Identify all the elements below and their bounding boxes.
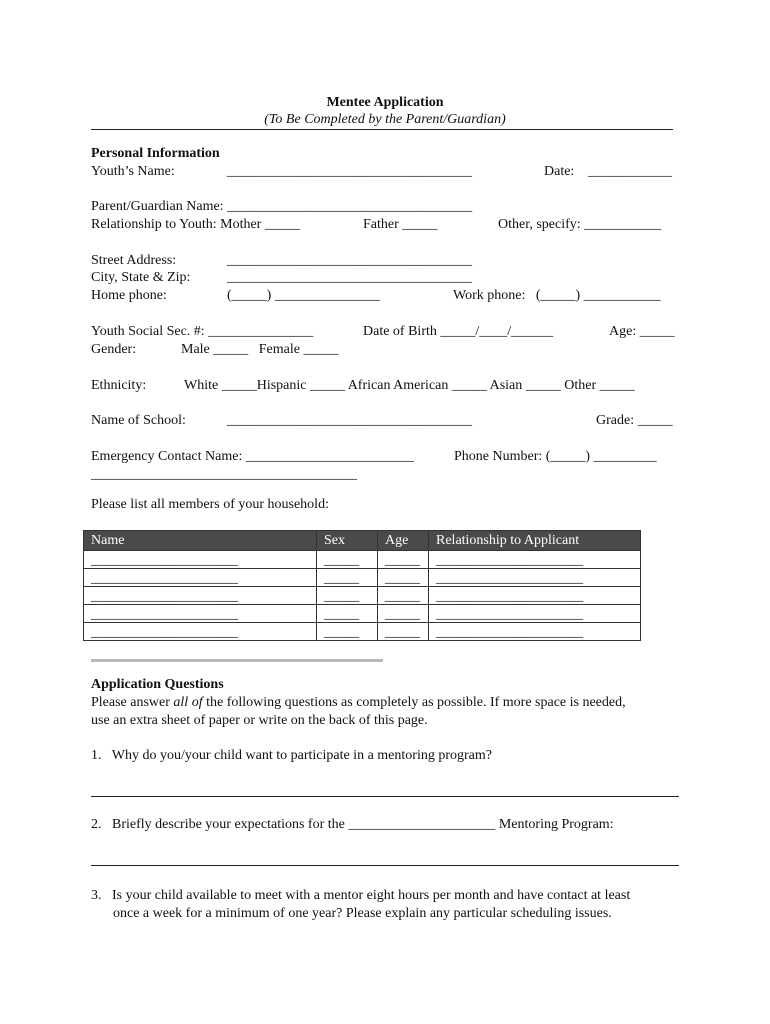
member-relationship-cell[interactable]: _____________________ [429, 623, 641, 641]
age-field[interactable]: Age: _____ [609, 324, 675, 339]
ethnicity-label: Ethnicity: [91, 378, 147, 393]
member-age-cell[interactable]: _____ [378, 551, 429, 569]
form-title: Mentee Application [326, 95, 444, 110]
home-phone-label: Home phone: [91, 288, 167, 303]
section-divider [91, 659, 383, 662]
work-phone-field[interactable]: Work phone: (_____) ___________ [453, 288, 661, 303]
form-subtitle: (To Be Completed by the Parent/Guardian) [264, 112, 506, 127]
table-row [84, 587, 641, 605]
column-header-name: Name [84, 531, 317, 551]
city-state-zip-field[interactable]: ___________________________________ [227, 270, 472, 285]
question-3-line2: once a week for a minimum of one year? Please explain any particular scheduling issues. [113, 906, 612, 921]
member-name-cell[interactable]: _____________________ [84, 605, 317, 623]
street-address-field[interactable]: ___________________________________ [227, 253, 472, 268]
answer-line-1[interactable] [91, 796, 679, 797]
school-label: Name of School: [91, 413, 186, 428]
household-table [83, 530, 641, 641]
intro-text-end: the following questions as completely as possible. If more space is needed, [202, 695, 626, 710]
emergency-contact-continuation[interactable]: ______________________________________ [91, 467, 357, 482]
member-sex-cell[interactable]: _____ [317, 623, 378, 641]
member-age-cell[interactable]: _____ [378, 623, 429, 641]
member-relationship-cell[interactable]: _____________________ [429, 551, 641, 569]
member-sex-cell[interactable]: _____ [317, 551, 378, 569]
gender-options[interactable]: Male _____ Female _____ [181, 342, 339, 357]
question-2: 2. Briefly describe your expectations for the _____________________ Mentoring Program: [91, 817, 614, 832]
relationship-mother-field[interactable]: Relationship to Youth: Mother _____ [91, 217, 300, 232]
home-phone-field[interactable]: (_____) _______________ [227, 288, 380, 303]
intro-text-start: Please answer [91, 695, 174, 710]
date-of-birth-field[interactable]: Date of Birth _____/____/______ [363, 324, 554, 339]
table-row [84, 551, 641, 569]
household-prompt: Please list all members of your household: [91, 497, 329, 512]
questions-intro-line1 [91, 694, 626, 711]
ssn-field[interactable]: Youth Social Sec. #: _______________ [91, 324, 314, 339]
relationship-other-field[interactable]: Other, specify: ___________ [498, 217, 662, 232]
emergency-phone-field[interactable]: Phone Number: (_____) _________ [454, 449, 657, 464]
table-row [84, 623, 641, 641]
table-row [84, 605, 641, 623]
member-name-cell[interactable]: _____________________ [84, 587, 317, 605]
question-1: 1. Why do you/your child want to participate in a mentoring program? [91, 748, 492, 763]
member-age-cell[interactable]: _____ [378, 605, 429, 623]
member-name-cell[interactable]: _____________________ [84, 569, 317, 587]
member-sex-cell[interactable]: _____ [317, 587, 378, 605]
intro-emphasis: all of [173, 695, 203, 710]
member-name-cell[interactable]: _____________________ [84, 623, 317, 641]
date-label: Date: [544, 164, 575, 179]
column-header-age: Age [378, 531, 429, 551]
parent-name-field[interactable]: Parent/Guardian Name: ___________________________________ [91, 199, 473, 214]
answer-line-2[interactable] [91, 865, 679, 866]
city-state-zip-label: City, State & Zip: [91, 270, 191, 285]
member-relationship-cell[interactable]: _____________________ [429, 569, 641, 587]
emergency-contact-field[interactable]: Emergency Contact Name: ________________________ [91, 449, 414, 464]
member-age-cell[interactable]: _____ [378, 587, 429, 605]
member-relationship-cell[interactable]: _____________________ [429, 605, 641, 623]
gender-label: Gender: [91, 342, 137, 357]
ethnicity-options[interactable]: White _____Hispanic _____ African American _____ Asian _____ Other _____ [184, 378, 635, 393]
member-sex-cell[interactable]: _____ [317, 569, 378, 587]
date-field[interactable]: ____________ [588, 164, 672, 179]
column-header-sex: Sex [317, 531, 378, 551]
youths-name-label: Youth’s Name: [91, 164, 175, 179]
personal-info-heading: Personal Information [91, 146, 220, 161]
column-header-relationship: Relationship to Applicant [429, 531, 641, 551]
member-sex-cell[interactable]: _____ [317, 605, 378, 623]
title-divider [91, 129, 673, 130]
household-header-row [84, 531, 641, 551]
questions-intro-line2: use an extra sheet of paper or write on the back of this page. [91, 713, 428, 728]
youths-name-field[interactable]: ___________________________________ [227, 164, 472, 179]
street-address-label: Street Address: [91, 253, 177, 268]
member-name-cell[interactable]: _____________________ [84, 551, 317, 569]
application-questions-heading: Application Questions [91, 677, 224, 692]
grade-field[interactable]: Grade: _____ [596, 413, 673, 428]
member-age-cell[interactable]: _____ [378, 569, 429, 587]
school-field[interactable]: ___________________________________ [227, 413, 472, 428]
question-3-line1: 3. Is your child available to meet with a mentor eight hours per month and have contact at least [91, 888, 631, 903]
member-relationship-cell[interactable]: _____________________ [429, 587, 641, 605]
relationship-father-field[interactable]: Father _____ [363, 217, 438, 232]
table-row [84, 569, 641, 587]
